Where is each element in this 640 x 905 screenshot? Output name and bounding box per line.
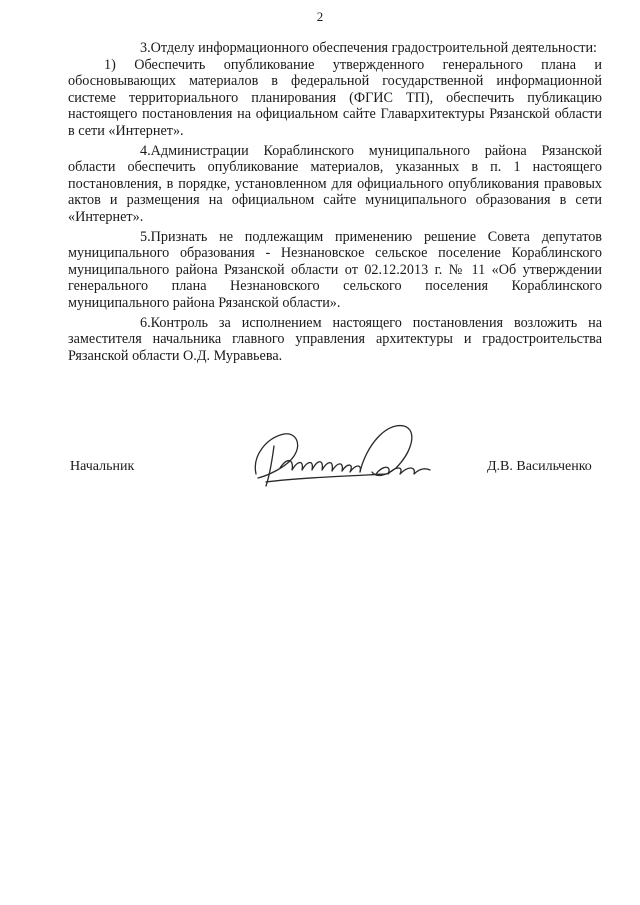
paragraph-text: Признать не подлежащим применению решение Совета депутатов муниципального образования - Незнановское сельское поселение Кораблинского муниципального района Рязанской области от 02.12.2013 г. № 11 «Об утверждении генерального плана Незнановского сельского поселения Кораблинского муниципального района Рязанской области». bbox=[68, 228, 602, 311]
paragraph-6 bbox=[68, 315, 602, 365]
handwritten-signature bbox=[236, 416, 446, 496]
paragraph-text: Отделу информационного обеспечения градостроительной деятельности: bbox=[150, 40, 597, 56]
paragraph-number: 6. bbox=[140, 314, 151, 331]
paragraph-text: 1) Обеспечить опубликование утвержденного генерального плана и обосновывающих материалов в федеральной государственной информационной системе территориального планирования (ФГИС ТП), обеспечить публикацию настоящего постановления на официальном сайте Главархитектуры Рязанской области в сети «Интернет». bbox=[68, 56, 602, 139]
paragraph-5 bbox=[68, 229, 602, 312]
paragraph-text: Администрации Кораблинского муниципального района Рязанской области обеспечить опубликование материалов, указанных в п. 1 настоящего постановления, в порядке, установленном для официального опубликования правовых актов и размещения на официальном сайте муниципального образования в сети «Интернет». bbox=[68, 142, 602, 225]
paragraph-4 bbox=[68, 143, 602, 226]
paragraph-number: 3. bbox=[140, 40, 151, 56]
paragraph-text: Контроль за исполнением настоящего постановления возложить на заместителя начальника главного управления архитектуры и градостроительства Рязанской области О.Д. Муравьева. bbox=[68, 314, 602, 364]
page-number: 2 bbox=[316, 9, 324, 24]
paragraph-number: 4. bbox=[140, 142, 151, 159]
signer-name: Д.В. Васильченко bbox=[487, 459, 592, 474]
paragraph-number: 5. bbox=[140, 228, 151, 245]
position-title: Начальник bbox=[70, 459, 135, 474]
paragraph-3-1 bbox=[68, 57, 602, 140]
document-body bbox=[68, 40, 602, 364]
paragraph-3 bbox=[68, 40, 602, 57]
